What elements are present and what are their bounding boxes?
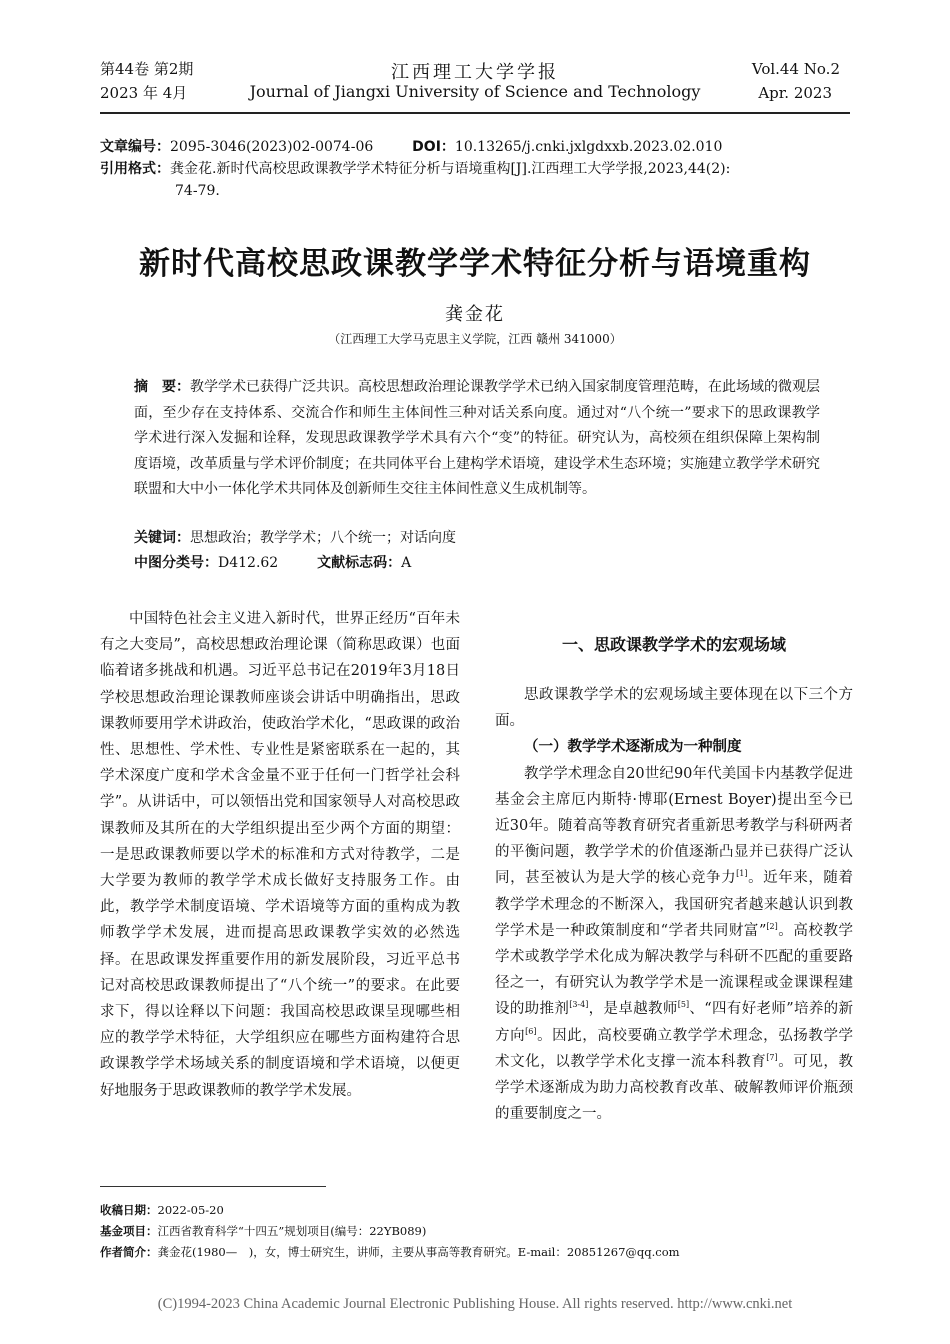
footnote-rule <box>100 1186 326 1187</box>
paragraph: 思政课教学学术的宏观场域主要体现在以下三个方面。 <box>495 687 853 730</box>
article-no: 2095-3046(2023)02-0074-06 <box>170 139 374 155</box>
citation-ref: [1] <box>736 869 748 879</box>
author-bio: 龚金花(1980— )，女，博士研究生，讲师，主要从事高等教育研究。E-mail：20851267@qq.com <box>157 1245 680 1259</box>
keywords <box>134 527 820 549</box>
issue-volume-en: Vol.44 No.2 <box>751 60 840 78</box>
citation-text: 龚金花.新时代高校思政课教学学术特征分析与语境重构[J].江西理工大学学报,2023,44(2): <box>170 161 731 177</box>
author-affiliation: （江西理工大学马克思主义学院，江西 赣州 341000） <box>328 332 622 346</box>
doc-code-value: A <box>401 555 412 571</box>
subsection-heading: （一）教学学术逐渐成为一种制度 <box>524 739 742 756</box>
citation-ref: [2] <box>766 922 778 931</box>
issue-volume: 第44卷 第2期 <box>100 60 194 78</box>
classification <box>134 552 820 574</box>
article-metadata <box>100 136 860 202</box>
doi-label: DOI： <box>412 139 455 155</box>
fund-label: 基金项目： <box>100 1224 158 1238</box>
author-name: 龚金花 <box>445 304 505 325</box>
received-label: 收稿日期： <box>100 1203 158 1217</box>
header-rule <box>100 112 850 114</box>
paragraph: 中国特色社会主义进入新时代，世界正经历“百年未有之大变局”，高校思想政治理论课（简称思政课）也面临着诸多挑战和机遇。习近平总书记在2019年3月18日学校思想政治理论课教师座谈会讲话中明确指出，思政课教师要用学术讲政治，使政治学术化，“思政课的政治性、思想性、学术性、专业性是紧密联系在一起的，其学术深度广度和学术含金量不亚于任何一门哲学社会科学”。从讲话中，可以领悟出党和国家领导人对高校思政课教师及其所在的大学组织提出至少两个方面的期望：一是思政课教师要以学术的标准和方式对待教学，二是大学要为教师的教学学术成长做好支持服务工作。由此，教学学术制度语境、学术语境等方面的重构成为教师教学学术发展，进而提高思政课教学实效的必然选择。在思政课发挥重要作用的新发展阶段，习近平总书记对高校思政课教师提出了“八个统一”的要求。在此要求下，得以诠释以下问题：我国高校思政课呈现哪些相应的教学学术特征，大学组织应在哪些方面构建符合思政课教学学术场域关系的制度语境和学术语境，以便更好地服务于思政课教师的教学学术发展。 <box>100 611 460 1099</box>
citation-ref: [7] <box>766 1053 778 1063</box>
keywords-text: 思想政治；教学学术；八个统一；对话向度 <box>190 530 456 546</box>
fund-text: 江西省教育科学“十四五”规划项目(编号：22YB089) <box>157 1224 427 1238</box>
body-left-column <box>100 606 460 1104</box>
doc-code-label: 文献标志码： <box>317 555 402 571</box>
paragraph: 教学学术理念自20世纪90年代美国卡内基教学促进基金会主席厄内斯特·博耶(Ernest Boyer)提出至今已近30年。随着高等教育研究者重新思考教学与科研两者的平衡问题，教学学术的价值逐渐凸显并已获得广泛认同，甚至被认为是大学的核心竞争力[1]。近年来，随着教学学术理念的不断深入，我国研究者越来越认识到教学学术是一种政策制度和“学者共同财富”[2]。高校教学学术或教学学术化成为解决教学与科研不匹配的重要路径之一，有研究认为教学学术是一流课程或金课课程建设的助推剂[3-4]，是卓越教师[5]、“四有好老师”培养的新方向[6]。因此，高校要确立教学学术理念，弘扬教学学术文化，以教学学术化支撑一流本科教育[7]。可见，教学学术逐渐成为助力高校教育改革、破解教师评价瓶颈的重要制度之一。 <box>495 765 854 1123</box>
body-right-column <box>495 682 853 1127</box>
clc-label: 中图分类号： <box>134 555 218 571</box>
author-bio-label: 作者简介： <box>100 1245 158 1259</box>
journal-name-en: Journal of Jiangxi University of Science and Technology <box>249 82 701 101</box>
received-date: 2022-05-20 <box>157 1203 224 1217</box>
abstract <box>134 375 820 503</box>
issue-date-en: Apr. 2023 <box>758 84 832 102</box>
running-header <box>0 0 950 115</box>
citation-ref: [6] <box>525 1026 537 1036</box>
issue-date: 2023 年 4月 <box>100 84 188 102</box>
doi-value: 10.13265/j.cnki.jxlgdxxb.2023.02.010 <box>454 139 723 155</box>
keywords-label: 关键词： <box>134 530 190 546</box>
citation-ref: [5] <box>677 1000 690 1010</box>
citation-ref: [3-4] <box>569 1000 589 1010</box>
copyright-line: (C)1994-2023 China Academic Journal Electronic Publishing House. All rights reserved. http://www.cnki.net <box>157 1296 793 1312</box>
abstract-text: 教学学术已获得广泛共识。高校思想政治理论课教学学术已纳入国家制度管理范畴，在此场域的微观层面，至少存在支持体系、交流合作和师生主体间性三种对话关系向度。通过对“八个统一”要求下的思政课教学学术进行深入发掘和诠释，发现思政课教学学术具有六个“变”的特征。研究认为，高校须在组织保障上架构制度语境，改革质量与学术评价制度；在共同体平台上建构学术语境，建设学术生态环境；实施建立教学学术研究联盟和大中小一体化学术共同体及创新师生交往主体间性意义生成机制等。 <box>134 379 820 497</box>
article-no-label: 文章编号： <box>100 139 170 155</box>
article-title: 新时代高校思政课教学学术特征分析与语境重构 <box>139 246 811 282</box>
citation-label: 引用格式： <box>100 161 170 177</box>
journal-name-cn: 江西理工大学学报 <box>391 62 559 83</box>
citation-continuation: 74-79. <box>175 183 220 199</box>
footnotes <box>100 1200 860 1263</box>
abstract-label: 摘 要： <box>134 379 190 395</box>
section-heading: 一、思政课教学学术的宏观场域 <box>561 635 786 654</box>
clc-value: D412.62 <box>218 555 279 571</box>
